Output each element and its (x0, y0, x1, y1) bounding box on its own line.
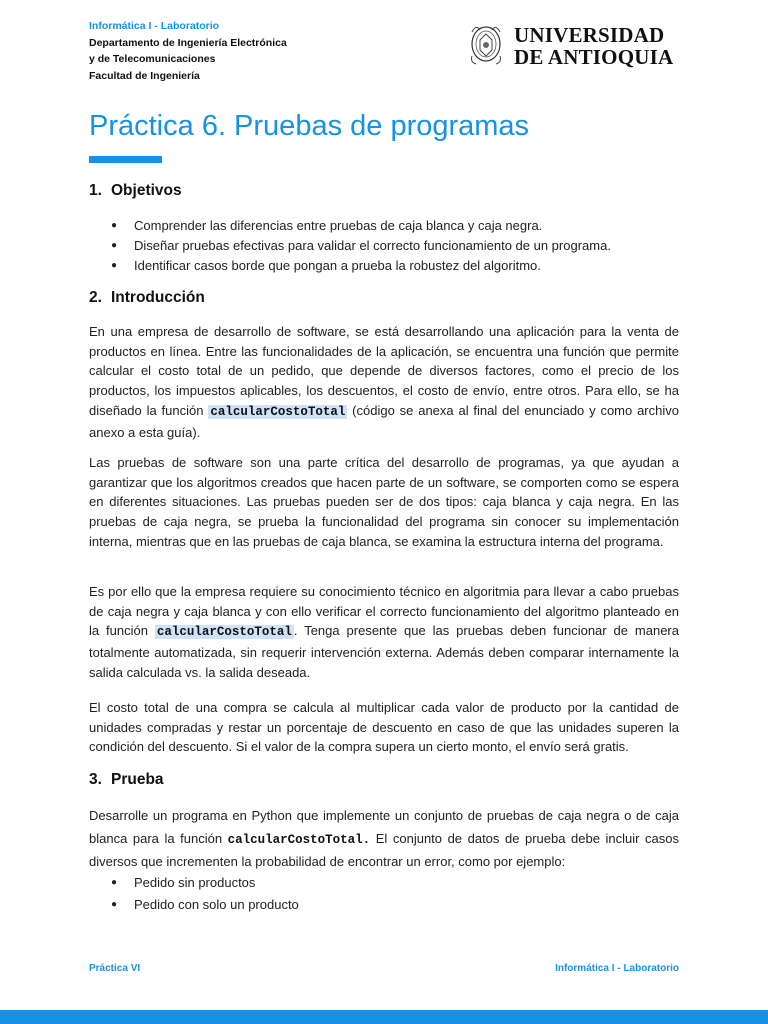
title-underline (89, 156, 162, 163)
document-header (89, 18, 287, 84)
footer-bar (0, 1010, 768, 1024)
list-item: ● Pedido con solo un producto (89, 894, 689, 916)
faculty-name: Facultad de Ingeniería (89, 69, 200, 82)
section-number: 1. (89, 182, 102, 199)
list-item: ● Identificar casos borde que pongan a prueba la robustez del algoritmo. (89, 256, 689, 276)
test-paragraph (89, 805, 679, 874)
list-item: ● Diseñar pruebas efectivas para validar el correcto funcionamiento de un programa. (89, 236, 689, 256)
intro-paragraph-3 (89, 582, 679, 683)
intro-paragraph-4: El costo total de una compra se calcula al multiplicar cada valor de producto por la cantidad de unidades compradas y restar un porcentaje de descuento en caso de que las unidades superen la condición del descuento. Si el valor de la compra supera un cierto monto, el envío será gratis. (89, 700, 679, 755)
list-item: ● Comprender las diferencias entre pruebas de caja blanca y caja negra. (89, 216, 689, 236)
intro-paragraph-1 (89, 322, 679, 442)
paragraph-text: Desarrolle un programa en Python que implemente un conjunto de pruebas de caja negra o de caja blanca para la función (89, 808, 679, 846)
function-name-code: calcularCostoTotal. (227, 832, 371, 847)
university-name-line-2: DE ANTIOQUIA (514, 45, 674, 69)
page-title: Práctica 6. Pruebas de programas (89, 110, 530, 142)
function-name-code: calcularCostoTotal (156, 625, 292, 640)
objectives-list (89, 216, 689, 276)
section-title: Introducción (111, 289, 205, 306)
department-line-1: Departamento de Ingeniería Electrónica (89, 36, 287, 49)
section-title: Prueba (111, 771, 164, 788)
section-number: 2. (89, 289, 102, 306)
university-seal-icon (466, 20, 506, 72)
paragraph-text: (código se anexa al final del enunciado y como archivo anexo a esta guía). (89, 402, 679, 440)
university-logo (466, 20, 673, 72)
footer-left: Práctica VI (89, 963, 141, 974)
department-line-2: y de Telecomunicaciones (89, 53, 216, 65)
section-number: 3. (89, 771, 102, 788)
intro-paragraph-2: Las pruebas de software son una parte crítica del desarrollo de programas, ya que ayudan a garantizar que los algoritmos creados que hacen parte de un software, se comporten como se espera en diferentes situaciones. Las pruebas pueden ser de dos tipos: caja blanca y caja negra. En las pruebas de caja negra, se prueba la funcionalidad del programa sin conocer su implementación interna, mientras que en las pruebas de caja blanca, se examina la estructura interna del programa. (89, 455, 679, 549)
university-name-line-1: UNIVERSIDAD (514, 23, 665, 47)
paragraph-text: . Tenga presente que las pruebas deben funcionar de manera totalmente automatizada, sin requerir intervención externa. Además deben comparar internamente la salida calculada vs. la salida deseada. (89, 623, 679, 680)
section-heading-prueba (89, 771, 164, 789)
paragraph-text: Es por ello que la empresa requiere su conocimiento técnico en algoritmia para llevar a cabo pruebas de caja negra y caja blanca y con ello verificar el correcto funcionamiento del algoritmo planteado en la función (89, 584, 679, 639)
section-heading-introduccion (89, 289, 205, 307)
paragraph-text: En una empresa de desarrollo de software, se está desarrollando una aplicación para la venta de productos en línea. Entre las funcionalidades de la aplicación, se encuentra una función que permite calcular el costo total de un pedido, que depende de diversos factores, como el precio de los productos, los impuestos aplicables, los descuentos, el costo de envío, entre otros. Para ello, se ha diseñado la función (89, 324, 679, 418)
footer-right: Informática I - Laboratorio (555, 963, 679, 974)
test-cases-list (89, 872, 689, 916)
section-title: Objetivos (111, 182, 182, 199)
paragraph-text: El conjunto de datos de prueba debe incluir casos diversos que incrementen la probabilidad de encontrar un error, como por ejemplo: (89, 830, 680, 869)
list-item: ● Pedido sin productos (89, 872, 689, 894)
section-heading-objetivos (89, 182, 182, 200)
course-name: Informática I - Laboratorio (89, 20, 220, 32)
function-name-code: calcularCostoTotal (210, 404, 346, 419)
